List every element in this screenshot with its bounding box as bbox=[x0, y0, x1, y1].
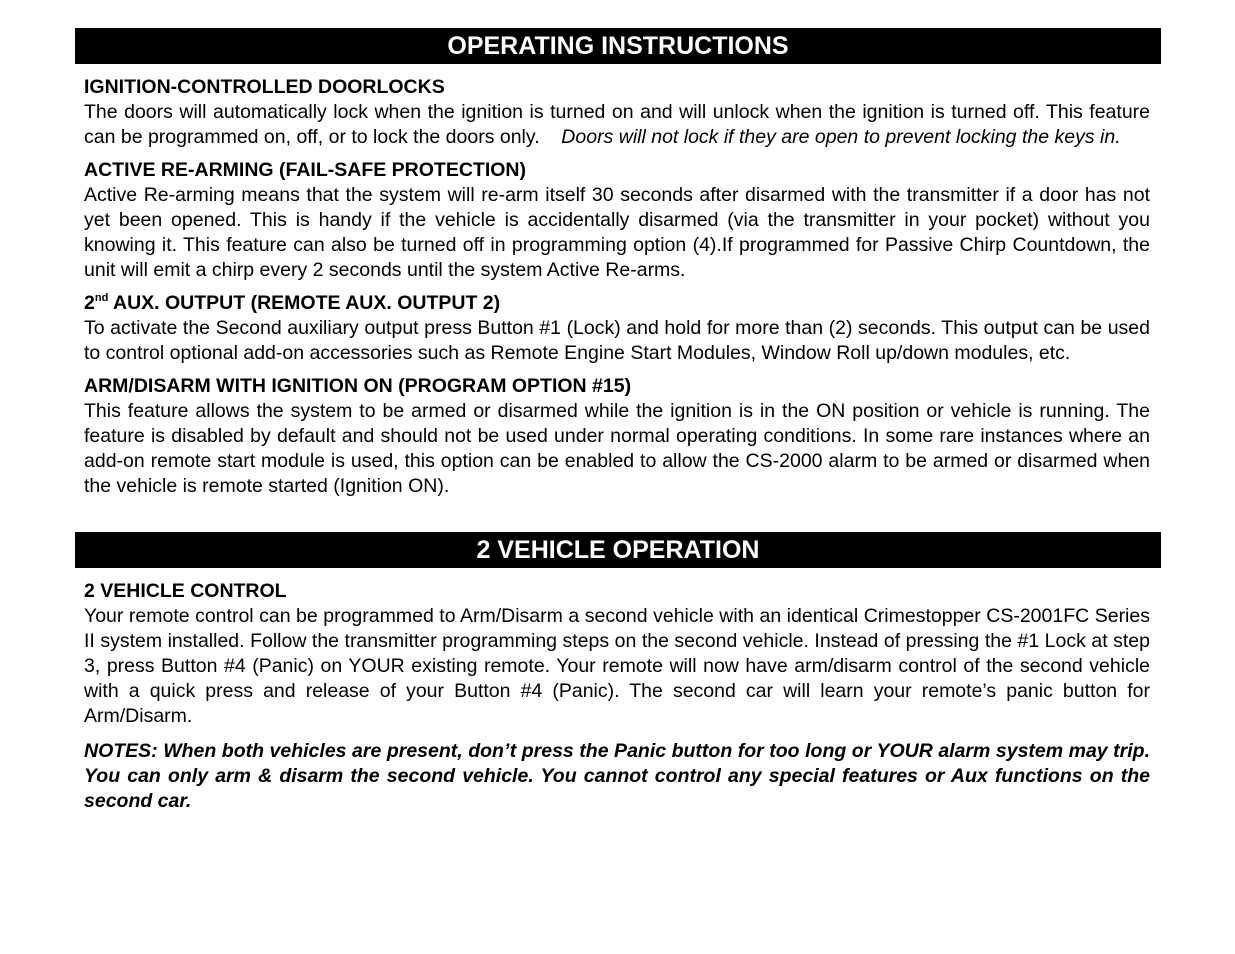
arm-disarm-ignition-heading: ARM/DISARM WITH IGNITION ON (PROGRAM OPTION #15) bbox=[84, 375, 632, 397]
two-vehicle-operation-banner: 2 VEHICLE OPERATION bbox=[75, 532, 1161, 568]
two-vehicle-content bbox=[75, 579, 1161, 814]
two-vehicle-control-section bbox=[84, 579, 1150, 814]
aux-output-text: To activate the Second auxiliary output press Button #1 (Lock) and hold for more than (2) seconds. This output can be used to control optional add-on accessories such as Remote Engine Start Modules, Window Roll up/down modules, etc. bbox=[84, 317, 1150, 364]
aux-output-heading bbox=[84, 291, 1150, 316]
aux-output-heading-title: AUX. OUTPUT (REMOTE AUX. OUTPUT 2) bbox=[108, 292, 501, 314]
operating-instructions-banner: OPERATING INSTRUCTIONS bbox=[75, 28, 1161, 64]
ignition-doorlocks-heading: IGNITION-CONTROLLED DOORLOCKS bbox=[84, 76, 445, 98]
active-rearming-heading: ACTIVE RE-ARMING (FAIL-SAFE PROTECTION) bbox=[84, 159, 526, 181]
manual-page bbox=[75, 28, 1161, 814]
ignition-doorlocks-text bbox=[84, 100, 1150, 150]
aux-output-heading-number: 2 bbox=[84, 292, 95, 314]
operating-instructions-content bbox=[75, 75, 1161, 499]
active-rearming-text: Active Re-arming means that the system will re-arm itself 30 seconds after disarmed with the transmitter if a door has not yet been opened. This is handy if the vehicle is accidentally disarmed (via the transmitter in your pocket) without you knowing it. This feature can also be turned off in programming option (4).If programmed for Passive Chirp Countdown, the unit will emit a chirp every 2 seconds until the system Active Re-arms. bbox=[84, 184, 1150, 281]
aux-output-section bbox=[84, 291, 1150, 366]
two-vehicle-control-text: Your remote control can be programmed to Arm/Disarm a second vehicle with an identical Crimestopper CS-2001FC Series II system installed. Follow the transmitter programming steps on the second vehicle. Instead of pressing the #1 Lock at step 3, press Button #4 (Panic) on YOUR existing remote. Your remote will now have arm/disarm control of the second vehicle with a quick press and release of your Button #4 (Panic). The second car will learn your remote’s panic button for Arm/Disarm. bbox=[84, 605, 1150, 727]
ignition-doorlocks-body: The doors will automatically lock when the ignition is turned on and will unlock when the ignition is turned off. This feature can be programmed on, off, or to lock the doors only. bbox=[84, 101, 1150, 148]
ignition-doorlocks-note: Doors will not lock if they are open to prevent locking the keys in. bbox=[561, 126, 1121, 148]
ignition-doorlocks-section bbox=[84, 75, 1150, 150]
active-rearming-section bbox=[84, 158, 1150, 283]
arm-disarm-ignition-text: This feature allows the system to be armed or disarmed while the ignition is in the ON position or vehicle is running. The feature is disabled by default and should not be used under normal operating conditions. In some rare instances where an add-on remote start module is used, this option can be enabled to allow the CS-2000 alarm to be armed or disarmed when the vehicle is remote started (Ignition ON). bbox=[84, 400, 1150, 497]
two-vehicle-notes: NOTES: When both vehicles are present, don’t press the Panic button for too long or YOUR alarm system may trip. You can only arm & disarm the second vehicle. You cannot control any special features or Aux functions on the second car. bbox=[84, 740, 1150, 812]
arm-disarm-ignition-section bbox=[84, 374, 1150, 499]
aux-output-heading-ordinal: nd bbox=[94, 291, 109, 304]
two-vehicle-control-heading: 2 VEHICLE CONTROL bbox=[84, 580, 287, 602]
